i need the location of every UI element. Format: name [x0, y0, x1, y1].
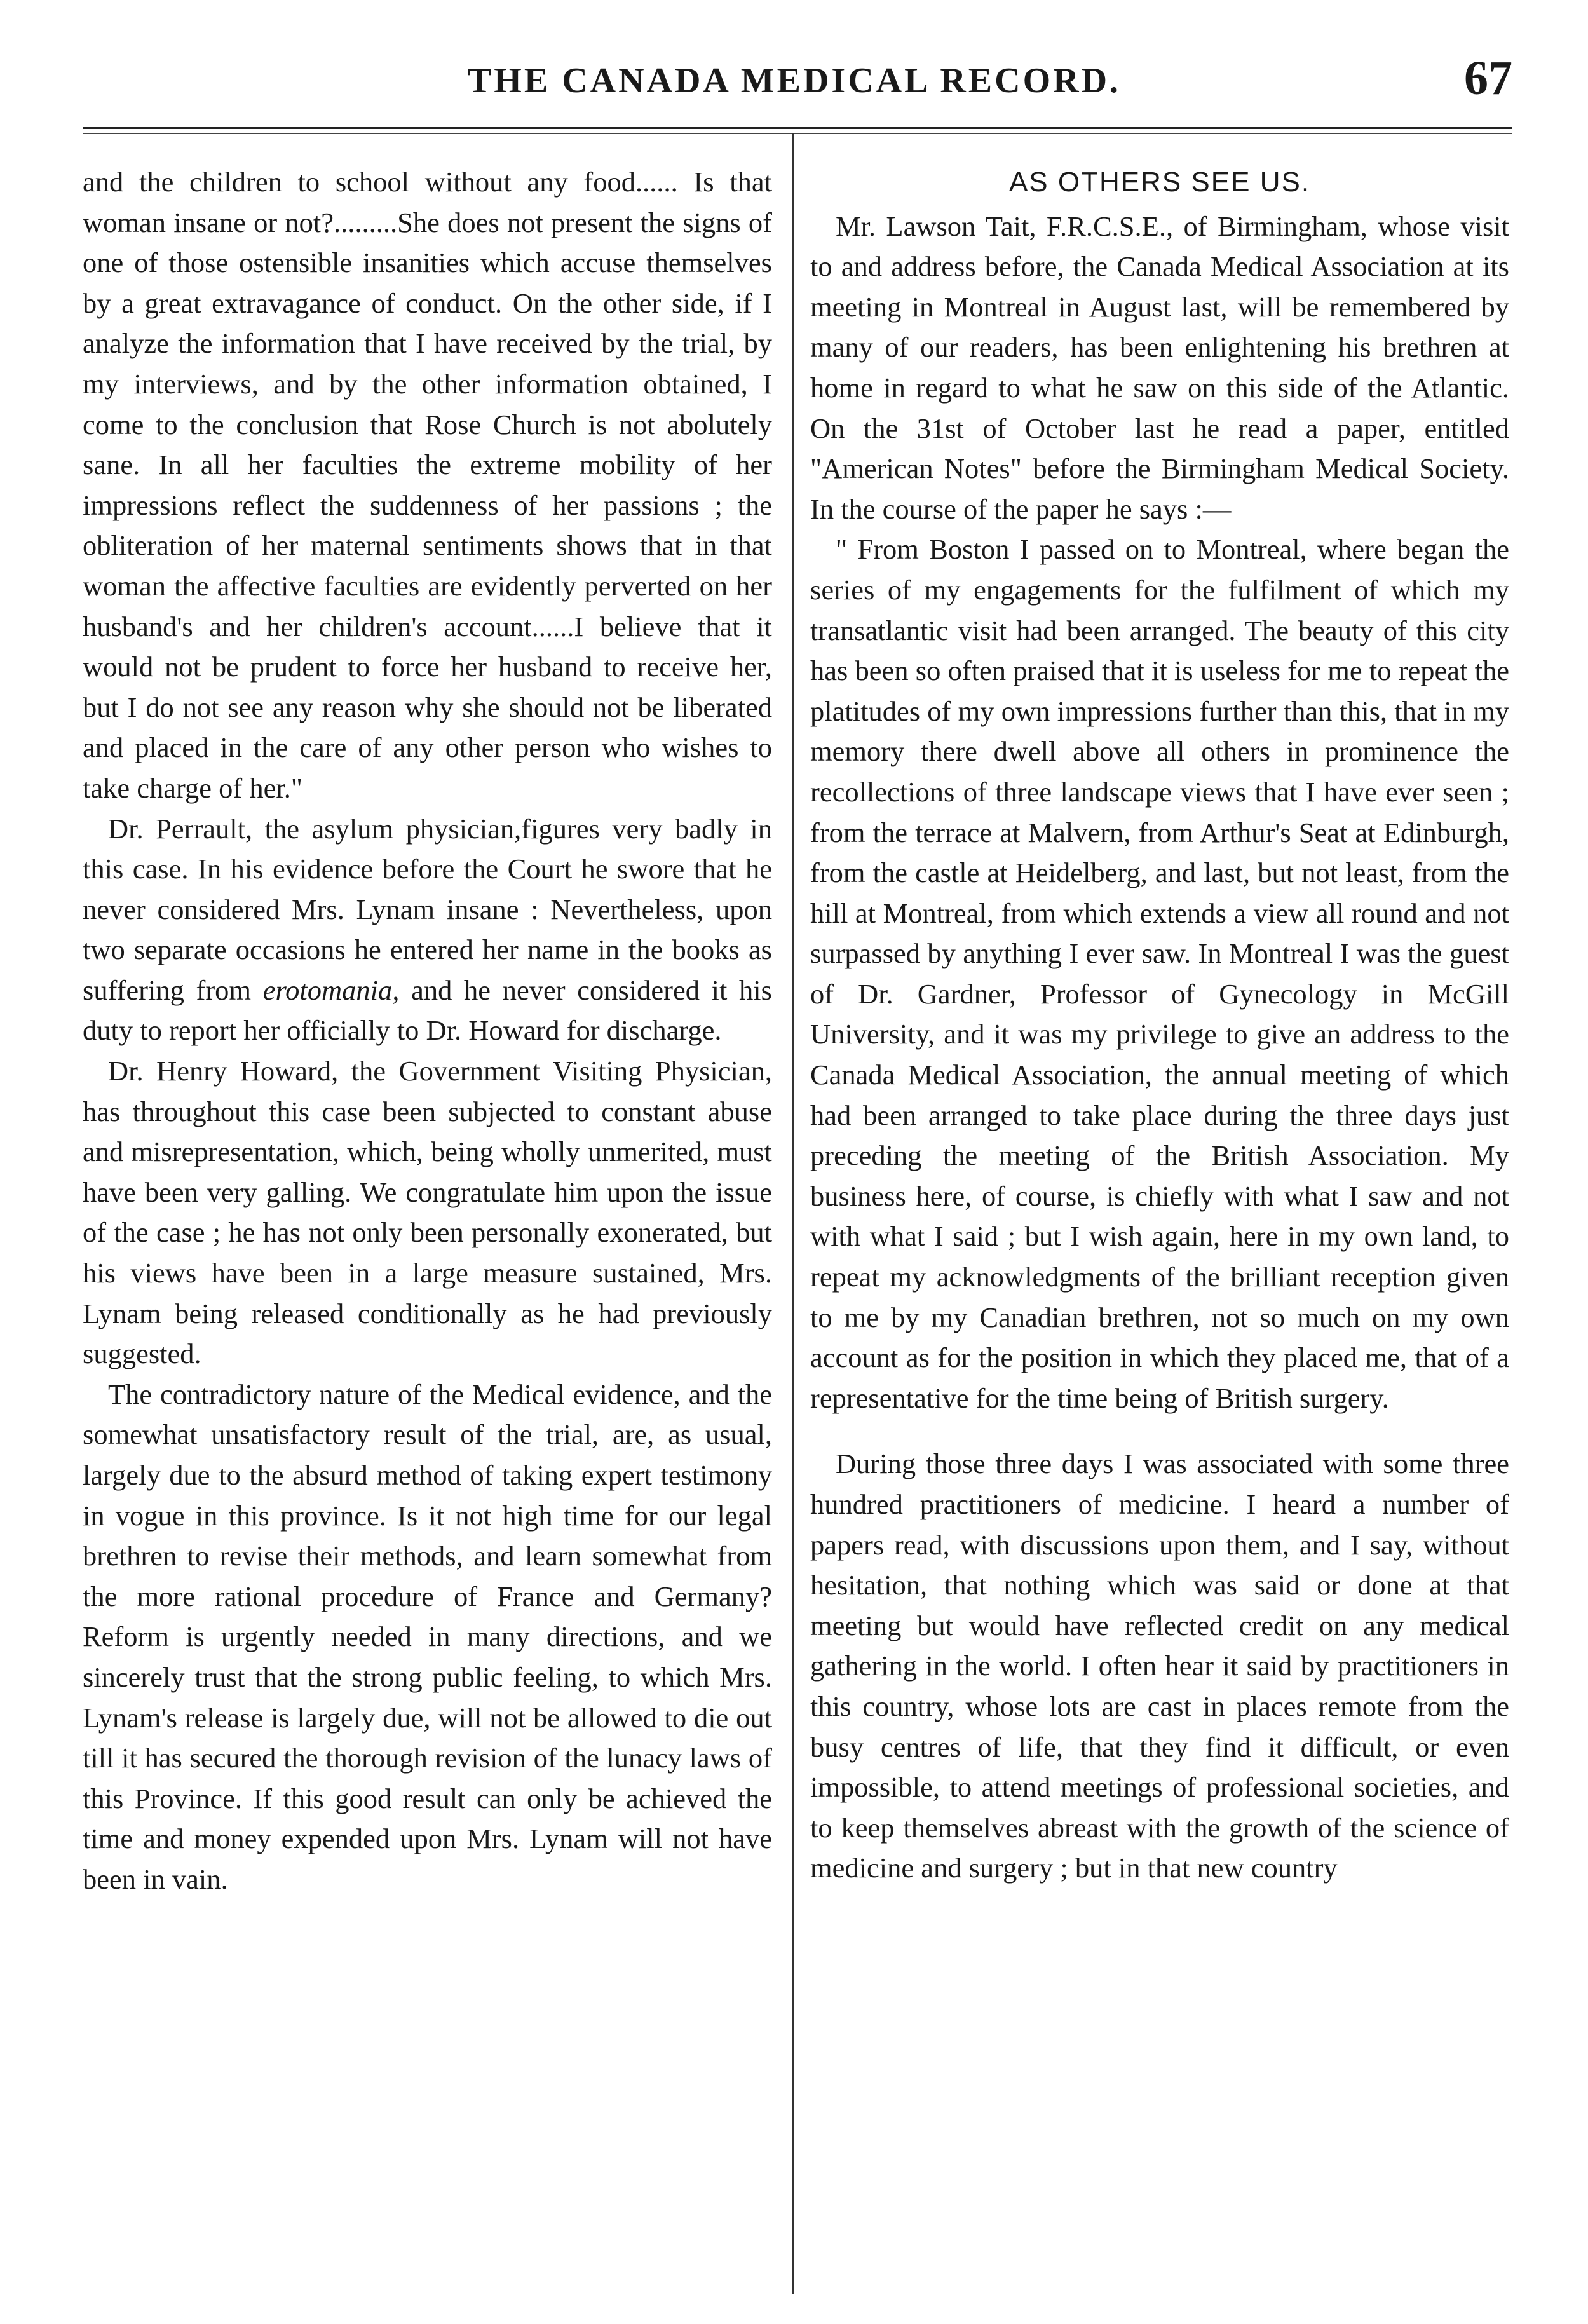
left-paragraph-2 — [83, 809, 772, 1052]
page-number: 67 — [1464, 51, 1512, 105]
journal-title: THE CANADA MEDICAL RECORD. — [467, 61, 1122, 100]
right-column — [810, 162, 1509, 1889]
header-rule — [83, 127, 1512, 129]
left-paragraph-2-text-b: and he never considered it his duty to report her officially to Dr. Howard for discharge. — [83, 974, 772, 1047]
left-paragraph-1: and the children to school without any food...... Is that woman insane or not?.........She does not present the signs of one of those ostensible insanities which accuse themselves by a great extravagance of conduct. On the other side, if I analyze the information that I have received by the trial, by my interviews, and by the other information obtained, I come to the conclusion that Rose Church is not abolutely sane. In all her faculties the extreme mobility of her impressions reflect the suddenness of her passions ; the obliteration of her maternal sentiments shows that in that woman the affective faculties are evidently perverted on her husband's and her children's account......I believe that it would not be prudent to force her husband to receive her, but I do not see any reason why she should not be liberated and placed in the care of any other person who wishes to take charge of her." — [83, 166, 772, 804]
right-paragraph-2: " From Boston I passed on to Montreal, where began the series of my engagements for the fulfilment of which my transatlantic visit had been arranged. The beauty of this city has been so often praised that it is useless for me to repeat the platitudes of my own impressions further than this, that in my memory there dwell above all others in prominence the recollections of three landscape views that I have ever seen ; from the terrace at Malvern, from Arthur's Seat at Edinburgh, from the castle at Heidelberg, and last, but not least, from the hill at Montreal, from which extends a view all round and not surpassed by anything I ever saw. In Montreal I was the guest of Dr. Gardner, Professor of Gynecology in McGill University, and it was my privilege to give an address to the Canada Medical Association, the annual meeting of which had been arranged to take place during the three days just preceding the meeting of the British Association. My business here, of course, is chiefly with what I saw and not with what I said ; but I wish again, here in my own land, to repeat my acknowledgments of the brilliant reception given to me by my Canadian brethren, not so much on my own account as for the position in which they placed me, that of a representative for the time being of British surgery. — [810, 533, 1509, 1414]
header-rule-thin — [83, 133, 1512, 134]
column-divider — [792, 133, 794, 2294]
left-column — [83, 162, 772, 1900]
left-paragraph-2-emphasis: erotomania, — [262, 974, 400, 1006]
paragraph-spacer — [810, 1418, 1509, 1444]
left-paragraph-3: Dr. Henry Howard, the Government Visiting Physician, has throughout this case been subjected to constant abuse and misrepresentation, which, being wholly unmerited, must have been very galling. We congratulate him upon the issue of the case ; he has not only been personally exonerated, but his views have been in a large measure sustained, Mrs. Lynam being released conditionally as he had previously suggested. — [83, 1055, 772, 1370]
right-paragraph-1: Mr. Lawson Tait, F.R.C.S.E., of Birmingham, whose visit to and address before, the Canada Medical Association at its meeting in Montreal in August last, will be remembered by many of our readers, has been enlightening his brethren at home in regard to what he saw on this side of the Atlantic. On the 31st of October last he read a paper, entitled "American Notes" before the Birmingham Medical Society. In the course of the paper he says :— — [810, 210, 1509, 525]
right-paragraph-3: During those three days I was associated with some three hundred practitioners of medicine. I heard a number of papers read, with discussions upon them, and I say, without hesitation, that nothing which was said or done at that meeting but would have reflected credit on any medical gathering in the world. I often hear it said by practitioners in this country, whose lots are cast in places remote from the busy centres of life, that they find it difficult, or even impossible, to attend meetings of professional societies, and to keep themselves abreast with the growth of the science of medicine and surgery ; but in that new country — [810, 1448, 1509, 1884]
section-title: AS OTHERS SEE US. — [1008, 166, 1311, 198]
left-paragraph-2-text-a: Dr. Perrault, the asylum physician,figures very badly in this case. In his evidence before the Court he swore that he never considered Mrs. Lynam insane : Nevertheless, upon two separate occasions he entered her name in the books as suffering from — [83, 812, 772, 1006]
page-header — [76, 25, 1512, 127]
left-paragraph-4: The contradictory nature of the Medical evidence, and the somewhat unsatisfactory result of the trial, are, as usual, largely due to the absurd method of taking expert testimony in vogue in this province. Is it not high time for our legal brethren to revise their methods, and learn somewhat from the more rational procedure of France and Germany? Reform is urgently needed in many directions, and we sincerely trust that the strong public feeling, to which Mrs. Lynam's release is largely due, will not be allowed to die out till it has secured the thorough revision of the lunacy laws of this Province. If this good result can only be achieved the time and money expended upon Mrs. Lynam will not have been in vain. — [83, 1378, 772, 1895]
